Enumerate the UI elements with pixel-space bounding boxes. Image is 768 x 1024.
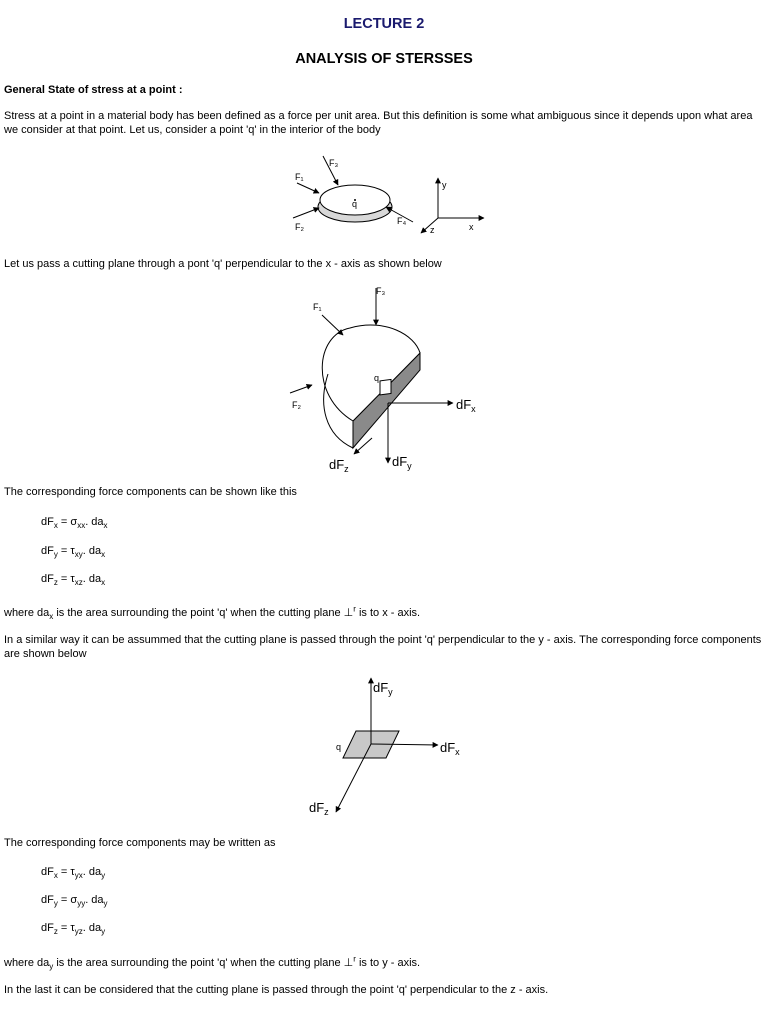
force-f1-arrow — [322, 315, 343, 335]
label-f1: F₁ — [313, 302, 322, 312]
label-q: q — [352, 199, 358, 209]
axis-label-y: y — [442, 180, 447, 190]
label-q: q — [374, 373, 380, 383]
coordinate-axes — [421, 178, 484, 235]
axis-label-x: x — [469, 222, 474, 232]
label-dfz: $dF_z$ — [309, 800, 329, 817]
equation-dfz-x: $dF_z = \tau_{xz}$. $da_x$ — [41, 573, 106, 588]
label-dfz: $dF_z$ — [329, 457, 349, 474]
page-title: ANALYSIS OF STERSSES — [295, 51, 473, 67]
equation-dfx-x: $dF_x = \sigma_{xx}$. $da_x$ — [41, 516, 108, 531]
equation-dfz-y: $dF_z = \tau_{yz}$. $da_y$ — [41, 922, 106, 937]
axis-label-z: z — [430, 225, 435, 235]
paragraph-components-x: The corresponding force components can be shown like this — [4, 486, 297, 498]
paragraph-stress-definition: Stress at a point in a material body has been defined as a force per unit area. But this definition is some what ambiguous since it depends upon what area we consider at that point. Let us, consider a point 'q' in the interior of the body — [4, 110, 753, 136]
label-dfy: $dF_y$ — [392, 454, 412, 471]
figure-cut-perpendicular-y — [300, 672, 475, 820]
label-f1: F₁ — [295, 172, 304, 182]
paragraph-cutting-plane-z: In the last it can be considered that the cutting plane is passed through the point 'q' perpendicular to the z - axis. — [4, 984, 549, 996]
label-dfx: $dF_x$ — [456, 397, 476, 414]
force-f1-arrow — [297, 183, 319, 193]
paragraph-cutting-plane-y: In a similar way it can be assummed that the cutting plane is passed through the point 'q' perpendicular to the y - axis. The corresponding force components are shown below — [4, 634, 762, 660]
figure-cut-perpendicular-x — [280, 280, 500, 475]
paragraph-area-y: where $da_y$ is the area surrounding the point 'q' when the cutting plane ⊥$^r$ is to y - axis. — [4, 954, 421, 972]
section-heading: General State of stress at a point : — [4, 84, 183, 96]
paragraph-components-y: The corresponding force components may be written as — [4, 837, 276, 849]
equation-dfy-y: $dF_y = \sigma_{yy}$. $da_y$ — [41, 894, 108, 909]
label-f3: F₃ — [376, 286, 386, 296]
force-f2-arrow — [293, 208, 319, 218]
area-element — [380, 379, 391, 395]
label-f2: F₂ — [295, 222, 304, 232]
force-f2-arrow — [290, 385, 312, 393]
paragraph-area-x: where $da_x$ is the area surrounding the point 'q' when the cutting plane ⊥$^r$ is to x - axis. — [4, 604, 421, 622]
equation-dfy-x: $dF_y = \tau_{xy}$. $da_x$ — [41, 545, 106, 560]
sectioned-body — [322, 325, 420, 448]
label-f4: F₄ — [397, 216, 407, 226]
label-q: q — [336, 742, 342, 752]
label-f2: F₂ — [292, 400, 301, 410]
lecture-number: LECTURE 2 — [343, 16, 425, 32]
equation-dfx-y: $dF_x = \tau_{yx}$. $da_y$ — [41, 866, 106, 881]
label-dfx: $dF_x$ — [440, 740, 460, 757]
label-f3: F₃ — [329, 158, 339, 168]
figure-body-with-forces — [285, 150, 490, 240]
label-dfy: $dF_y$ — [373, 680, 393, 697]
paragraph-cutting-plane-x: Let us pass a cutting plane through a pont 'q' perpendicular to the x - axis as shown below — [4, 258, 442, 270]
